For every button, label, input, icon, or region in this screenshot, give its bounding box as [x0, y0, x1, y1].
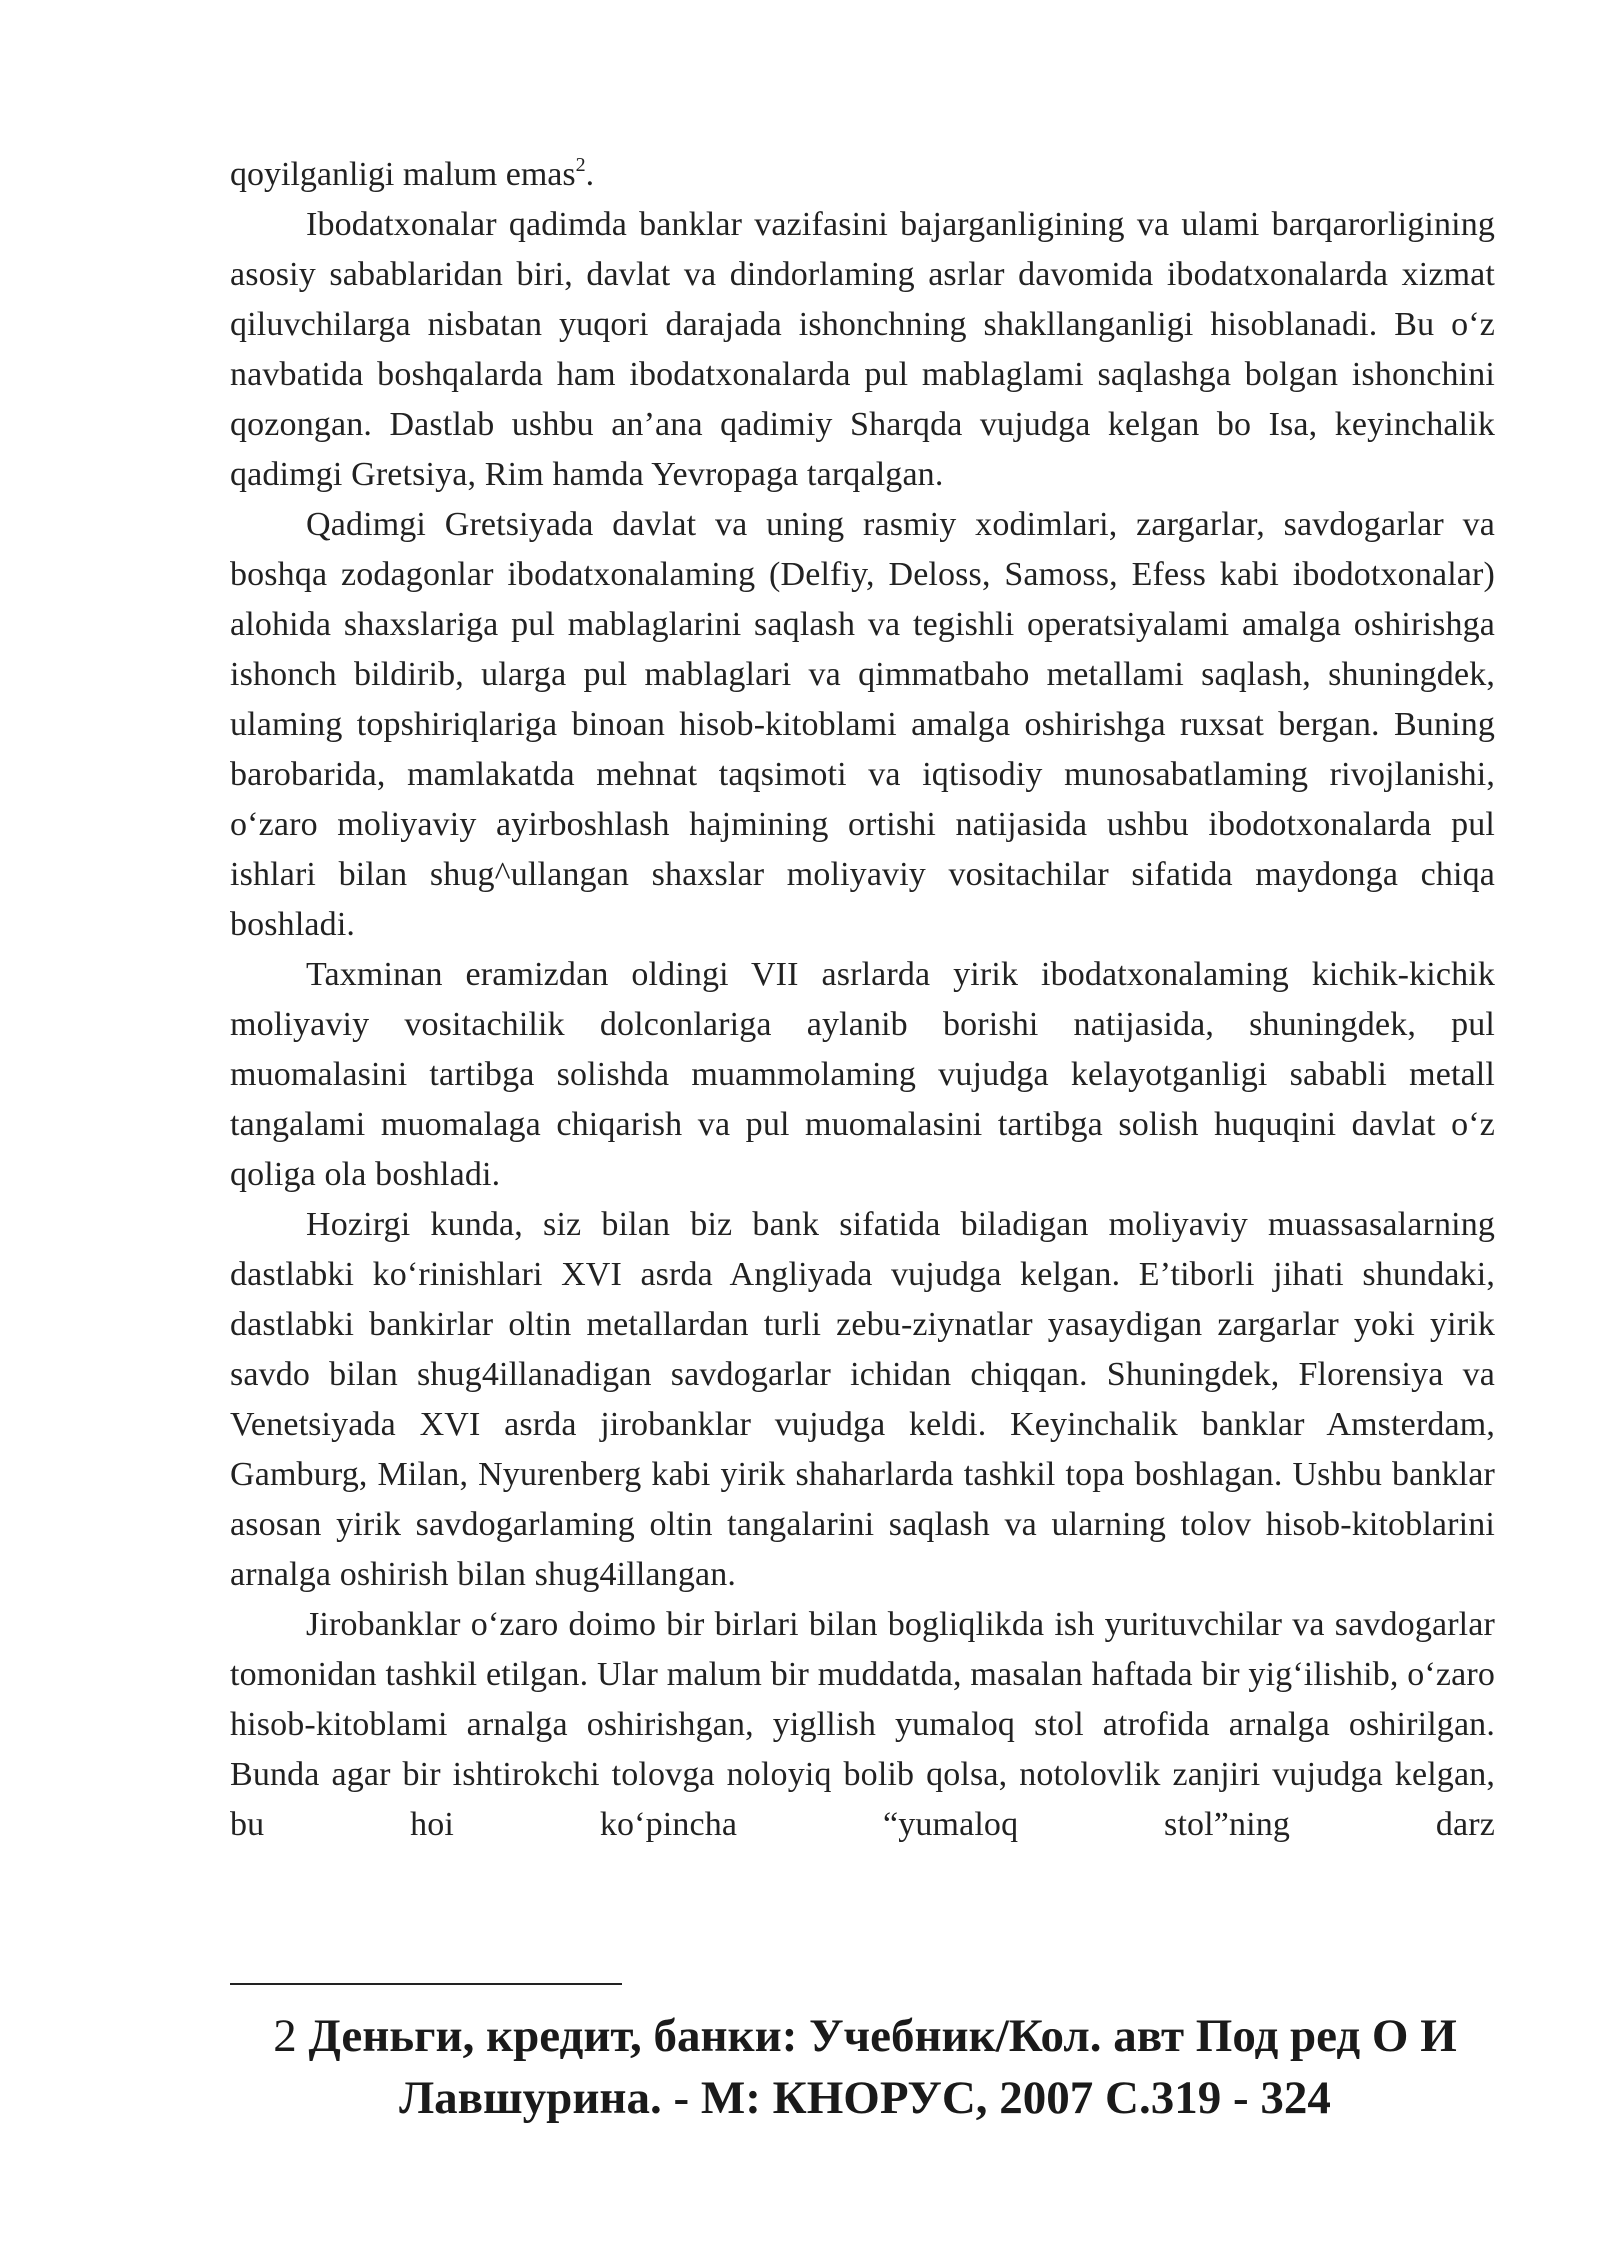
footnote-divider — [230, 1983, 622, 1985]
paragraph: Taxminan eramizdan oldingi VII asrlarda yirik ibodatxonalaming kichik-kichik moliyaviy vositachilik dolconlariga aylanib borishi natijasida, shuningdek, pul muomalasini tartibga solishda muammolaming vujudga kelayotganligi sababli metall tangalami muomalaga chiqarish va pul muomalasini tartibga solish huquqini davlat o‘z qoliga ola boshladi. — [230, 956, 1495, 1193]
continuation-text: qoyilganligi malum emas — [230, 156, 576, 193]
footnote-text: Деньги, кредит, банки: Учебник/Кол. авт Под ред О И Лавшурина. - М: КНОРУС, 2007 С.319 - 324 — [308, 2010, 1457, 2124]
footnote-number: 2 — [273, 2010, 297, 2062]
continuation-end: . — [585, 156, 595, 193]
footnote — [215, 2005, 1515, 2129]
page-body — [230, 150, 1495, 1850]
paragraph: Ibodatxonalar qadimda banklar vazifasini bajarganligining va ulami barqarorligining asosiy sabablaridan biri, davlat va dindorlaming asrlar davomida ibodatxonalarda xizmat qiluvchilarga nisbatan yuqori darajada ishonchning shakllanganligi hisoblanadi. Bu o‘z navbatida boshqalarda ham ibodatxonalarda pul mablaglami saqlashga bolgan ishonchini qozongan. Dastlab ushbu an’ana qadimiy Sharqda vujudga kelgan bo Isa, keyinchalik qadimgi Gretsiya, Rim hamda Yevropaga tarqalgan. — [230, 206, 1495, 493]
continuation-line — [230, 150, 1495, 200]
paragraph: Hozirgi kunda, siz bilan biz bank sifatida biladigan moliyaviy muassasalarning dastlabki ko‘rinishlari XVI asrda Angliyada vujudga kelgan. E’tiborli jihati shundaki, dastlabki bankirlar oltin metallardan turli zebu-ziynatlar yasaydigan zargarlar yoki yirik savdo bilan shug4illanadigan savdogarlar ichidan chiqqan. Shuningdek, Florensiya va Venetsiyada XVI asrda jirobanklar vujudga keldi. Keyinchalik banklar Amsterdam, Gamburg, Milan, Nyurenberg kabi yirik shaharlarda tashkil topa boshlagan. Ushbu banklar asosan yirik savdogarlaming oltin tangalarini saqlash va ularning tolov hisob-kitoblarini arnalga oshirish bilan shug4illangan. — [230, 1206, 1495, 1593]
paragraph: Jirobanklar o‘zaro doimo bir birlari bilan bogliqlikda ish yurituvchilar va savdogarlar tomonidan tashkil etilgan. Ular malum bir muddatda, masalan haftada bir yig‘ilishib, o‘zaro hisob-kitoblami arnalga oshirishgan, yigllish yumaloq stol atrofida arnalga oshirilgan. Bunda agar bir ishtirokchi tolovga noloyiq bolib qolsa, notolovlik zanjiri vujudga kelgan, bu hoi ko‘pincha “yumaloq stol”ning darz — [230, 1606, 1495, 1843]
footnote-reference: 2 — [575, 154, 586, 176]
paragraph: Qadimgi Gretsiyada davlat va uning rasmiy xodimlari, zargarlar, savdogarlar va boshqa zodagonlar ibodatxonalaming (Delfiy, Deloss, Samoss, Efess kabi ibodotxonalar) alohida shaxslariga pul mablaglarini saqlash va tegishli operatsiyalami amalga oshirishga ishonch bildirib, ularga pul mablaglari va qimmatbaho metallami saqlash, shuningdek, ulaming topshiriqlariga binoan hisob-kitoblami amalga oshirishga ruxsat bergan. Buning barobarida, mamlakatda mehnat taqsimoti va iqtisodiy munosabatlaming rivojlanishi, o‘zaro moliyaviy ayirboshlash hajmining ortishi natijasida ushbu ibodotxonalarda pul ishlari bilan shug^ullangan shaxslar moliyaviy vositachilar sifatida maydonga chiqa boshladi. — [230, 506, 1495, 943]
